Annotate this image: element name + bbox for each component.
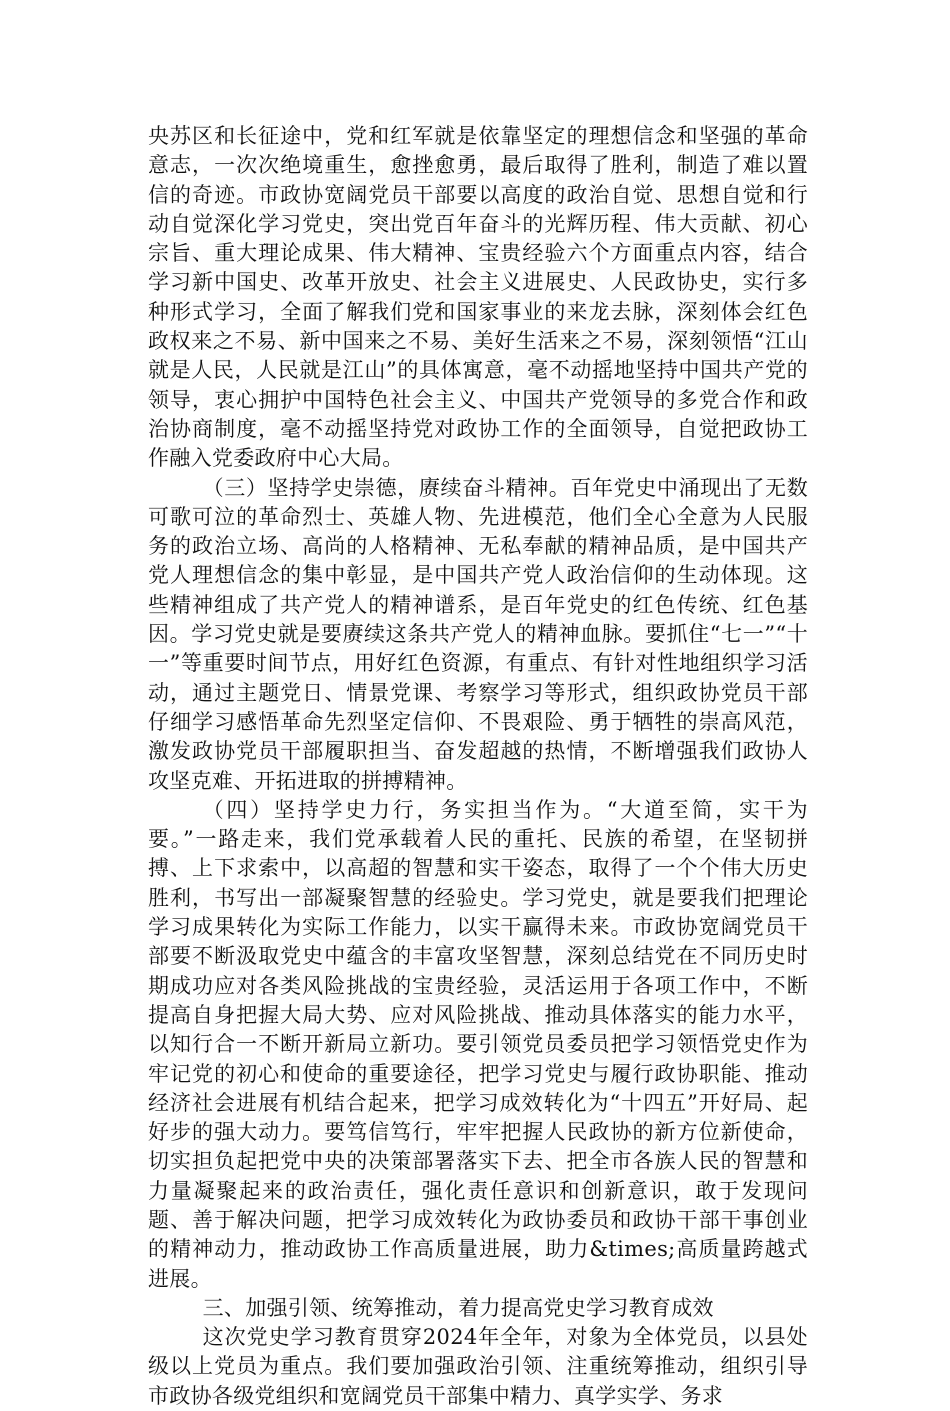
section-heading-3: 三、加强引领、统筹推动，着力提高党史学习教育成效: [202, 1295, 714, 1320]
document-body: [148, 122, 808, 1411]
paragraph-2: （三）坚持学史崇德，赓续奋斗精神。百年党史中涌现出了无数可歌可泣的革命烈士、英雄人物、先进模范，他们全心全意为人民服务的政治立场、高尚的人格精神、无私奉献的精神品质，是中国共产党人理想信念的集中彰显，是中国共产党人政治信仰的生动体现。这些精神组成了共产党人的精神谱系，是百年党史的红色传统、红色基因。学习党史就是要赓续这条共产党人的精神血脉。要抓住“七一”“十一”等重要时间节点，用好红色资源，有重点、有针对性地组织学习活动，通过主题党日、情景党课、考察学习等形式，组织政协党员干部仔细学习感悟革命先烈坚定信仰、不畏艰险、勇于牺牲的崇高风范，激发政协党员干部履职担当、奋发超越的热情，不断增强我们政协人攻坚克难、开拓进取的拼搏精神。: [148, 475, 808, 793]
paragraph-4: 这次党史学习教育贯穿2024年全年，对象为全体党员，以县处级以上党员为重点。我们要加强政治引领、注重统筹推动，组织引导市政协各级党组织和宽阔党员干部集中精力、真学实学、务求: [148, 1325, 808, 1408]
paragraph-1: 央苏区和长征途中，党和红军就是依靠坚定的理想信念和坚强的革命意志，一次次绝境重生，愈挫愈勇，最后取得了胜利，制造了难以置信的奇迹。市政协宽阔党员干部要以高度的政治自觉、思想自觉和行动自觉深化学习党史，突出党百年奋斗的光辉历程、伟大贡献、初心宗旨、重大理论成果、伟大精神、宝贵经验六个方面重点内容，结合学习新中国史、改革开放史、社会主义进展史、人民政协史，实行多种形式学习，全面了解我们党和国家事业的来龙去脉，深刻体会红色政权来之不易、新中国来之不易、美好生活来之不易，深刻领悟“江山就是人民，人民就是江山”的具体寓意，毫不动摇地坚持中国共产党的领导，衷心拥护中国特色社会主义、中国共产党领导的多党合作和政治协商制度，毫不动摇坚持党对政协工作的全面领导，自觉把政协工作融入党委政府中心大局。: [148, 124, 808, 471]
paragraph-3: （四）坚持学史力行，务实担当作为。“大道至简，实干为要。”一路走来，我们党承载着人民的重托、民族的希望，在坚韧拼搏、上下求索中，以高超的智慧和实干姿态，取得了一个个伟大历史胜利，书写出一部凝聚智慧的经验史。学习党史，就是要我们把理论学习成果转化为实际工作能力，以实干赢得未来。市政协宽阔党员干部要不断汲取党史中蕴含的丰富攻坚智慧，深刻总结党在不同历史时期成功应对各类风险挑战的宝贵经验，灵活运用于各项工作中，不断提高自身把握大局大势、应对风险挑战、推动具体落实的能力水平，以知行合一不断开新局立新功。要引领党员委员把学习领悟党史作为牢记党的初心和使命的重要途径，把学习党史与履行政协职能、推动经济社会进展有机结合起来，把学习成效转化为“十四五”开好局、起好步的强大动力。要笃信笃行，牢牢把握人民政协的新方位新使命，切实担负起把党中央的决策部署落实下去、把全市各族人民的智慧和力量凝聚起来的政治责任，强化责任意识和创新意识，敢于发现问题、善于解决问题，把学习成效转化为政协委员和政协干部干事创业的精神动力，推动政协工作高质量进展，助力&times;高质量跨越式进展。: [148, 797, 808, 1291]
